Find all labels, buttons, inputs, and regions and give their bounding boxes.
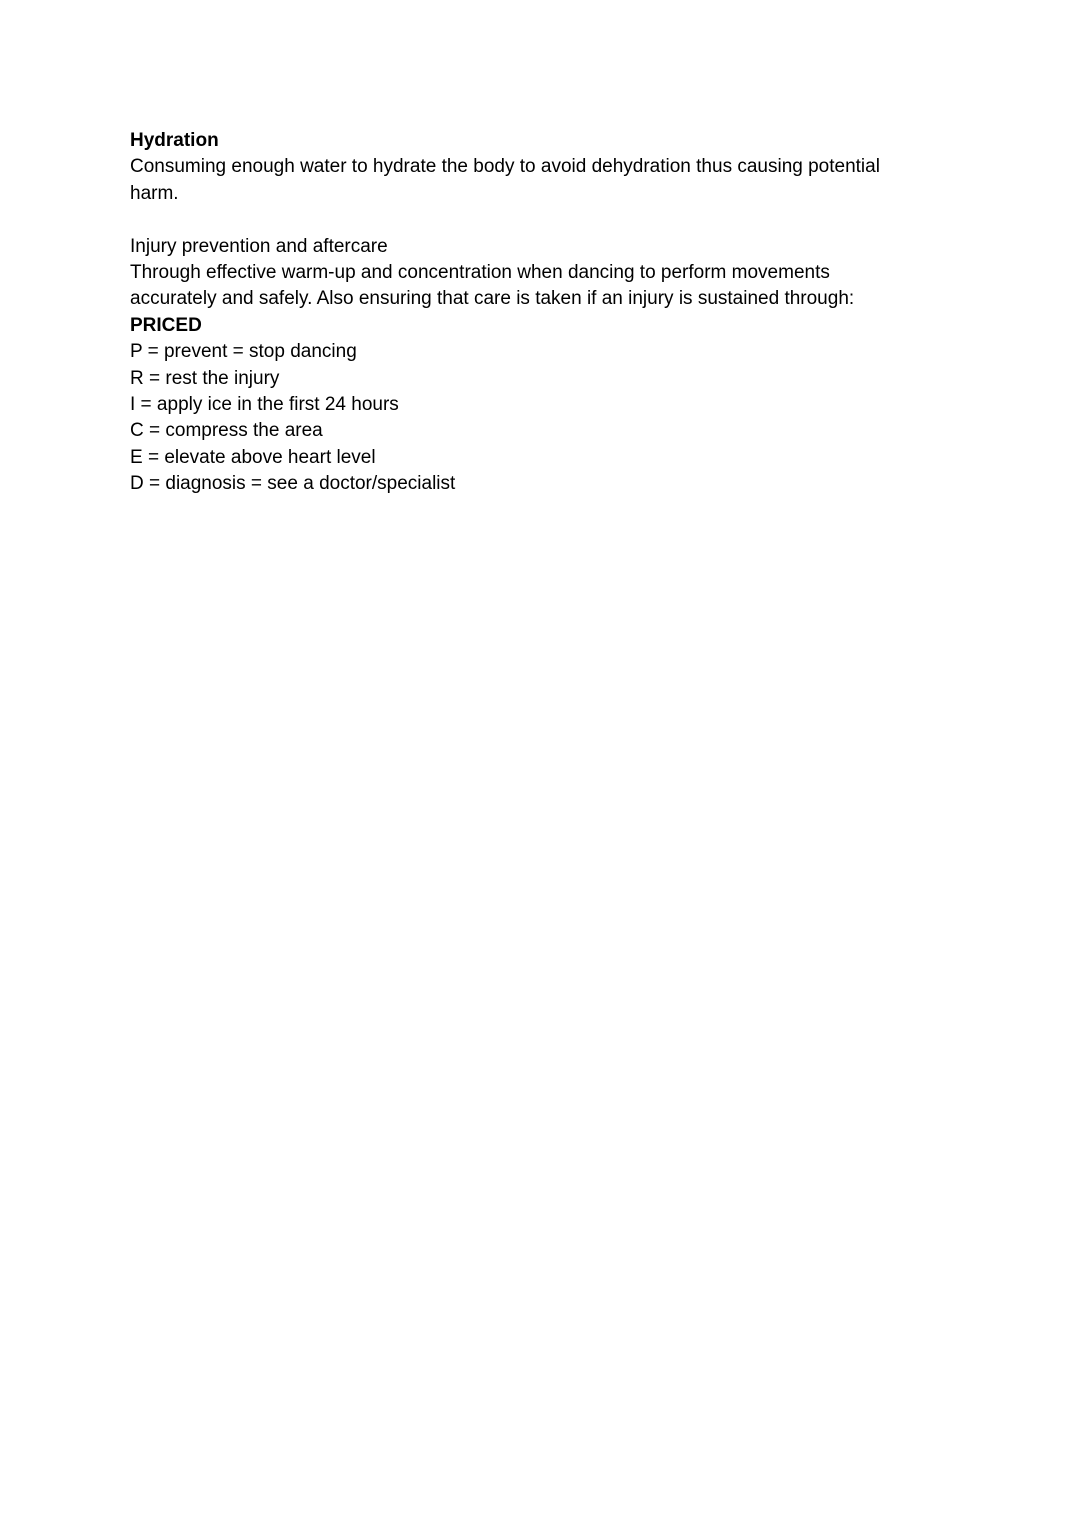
injury-text-line-1: Through effective warm-up and concentration when dancing to perform movements	[130, 262, 830, 284]
priced-item-r: R = rest the injury	[130, 367, 280, 389]
priced-item-e: E = elevate above heart level	[130, 446, 376, 468]
paragraph-spacer	[130, 207, 950, 233]
hydration-heading: Hydration	[130, 130, 219, 151]
hydration-text-line-1: Consuming enough water to hydrate the body to avoid dehydration thus causing potential	[130, 156, 880, 178]
priced-item-i: I = apply ice in the first 24 hours	[130, 394, 399, 416]
hydration-section	[130, 128, 950, 207]
hydration-text-line-2: harm.	[130, 182, 179, 204]
document-page	[130, 128, 950, 498]
priced-item-d: D = diagnosis = see a doctor/specialist	[130, 473, 456, 495]
priced-section	[130, 313, 950, 498]
priced-item-p: P = prevent = stop dancing	[130, 341, 357, 363]
injury-text-line-2: accurately and safely. Also ensuring that care is taken if an injury is sustained through:	[130, 288, 855, 310]
injury-heading: Injury prevention and aftercare	[130, 235, 388, 257]
priced-item-c: C = compress the area	[130, 420, 323, 442]
priced-heading: PRICED	[130, 314, 202, 336]
injury-section	[130, 234, 950, 313]
